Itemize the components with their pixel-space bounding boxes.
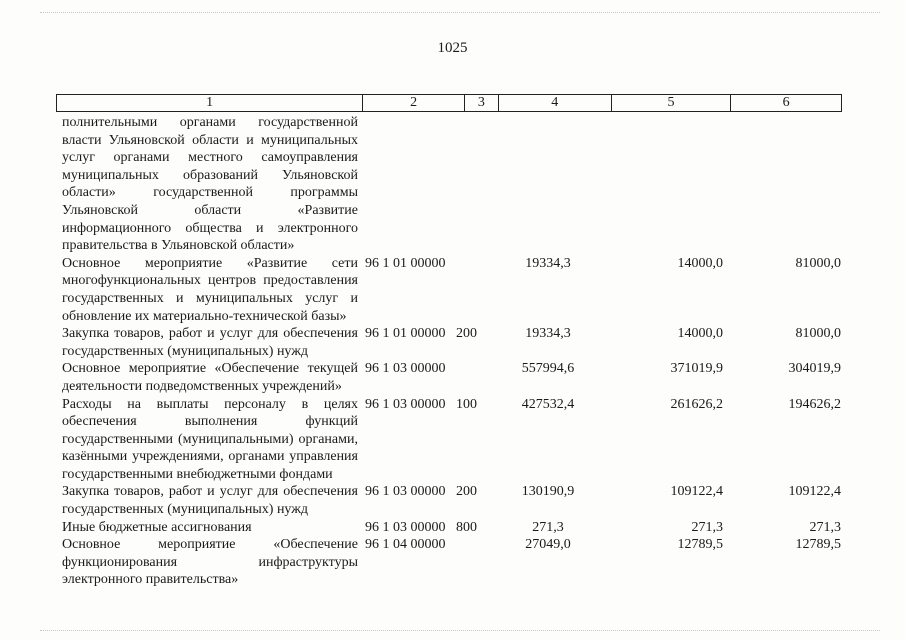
row-description: Основное мероприятие «Обеспечение функционирования инфраструктуры электронного правительства» [62,537,358,588]
row-amount-col6: 81000,0 [795,326,841,342]
table-row [62,255,842,325]
row-amount-col4 [492,114,604,255]
column-header-3: 3 [465,95,499,111]
row-amount-col4: 27049,0 [525,537,571,553]
row-amount-col6: 271,3 [809,519,841,535]
row-code: 96 1 03 00000 [365,396,446,412]
row-description: Иные бюджетные ассигнования [62,519,252,535]
row-amount-col6: 109122,4 [788,484,841,500]
row-code: 96 1 03 00000 [365,519,446,535]
row-description: Закупка товаров, работ и услуг для обеспечения государственных (муниципальных) нужд [62,326,358,359]
row-code: 96 1 01 00000 [365,326,446,342]
page-number: 1025 [437,40,468,56]
table-row [62,114,842,255]
table-header-row [56,94,842,112]
table-row [62,483,842,518]
row-amount-col4: 427532,4 [521,396,575,412]
row-code: 96 1 01 00000 [365,255,446,271]
row-code: 96 1 04 00000 [365,537,446,553]
scan-noise-bottom [40,630,880,632]
row-description: Закупка товаров, работ и услуг для обеспечения государственных (муниципальных) нужд [62,484,358,518]
row-amount-col6: 304019,9 [788,361,841,377]
scan-noise-top [40,12,880,14]
row-amount-col4: 19334,3 [525,255,571,271]
row-amount-col4: 271,3 [532,519,564,535]
table-row [62,396,842,484]
row-expense-type: 100 [456,396,477,412]
row-amount-col6 [723,114,841,255]
column-header-6: 6 [782,95,790,110]
table-row [62,325,842,360]
row-expense-type: 200 [456,326,477,342]
row-amount-col5: 261626,2 [670,396,723,412]
row-code [365,114,463,255]
row-amount-col5 [604,114,723,255]
column-header-2: 2 [363,95,465,111]
column-header-5: 5 [612,95,732,111]
row-expense-type: 800 [456,519,477,535]
row-description: Основное мероприятие «Обеспечение текущей деятельности подведомственных учреждений» [62,361,358,394]
row-amount-col6: 194626,2 [788,396,841,412]
row-description: Расходы на выплаты персоналу в целях обеспечения выполнения функций государственными (муниципальными) органами, казёнными учреждениями, органами управления государственными внебюджетными фондами [62,396,358,482]
table-row [62,519,842,537]
row-amount-col5: 14000,0 [677,326,723,342]
row-amount-col6: 12789,5 [795,537,841,553]
row-amount-col5: 271,3 [691,519,723,535]
row-code: 96 1 03 00000 [365,484,446,500]
column-header-1: 1 [57,95,363,111]
table-row [62,360,842,395]
row-amount-col4: 130190,9 [521,484,575,500]
row-code: 96 1 03 00000 [365,361,446,377]
column-header-4: 4 [499,95,612,111]
row-amount-col5: 14000,0 [677,255,723,271]
row-description: Основное мероприятие «Развитие сети многофункциональных центров предоставления государственных и муниципальных услуг и обновление их материально-технической базы» [62,255,358,324]
row-expense-type: 200 [456,484,477,500]
budget-table-body [62,114,842,589]
table-row [62,536,842,589]
row-amount-col5: 109122,4 [670,484,723,500]
row-amount-col6: 81000,0 [795,255,841,271]
row-amount-col4: 557994,6 [521,361,575,377]
row-description: полнительными органами государственной власти Ульяновской области и муниципальных услуг органами местного самоуправления муниципальных образований Ульяновской области» государственной программы Ульяновской области «Развитие информационного общества и электронного правительства в Ульяновской области» [62,115,358,254]
row-amount-col5: 371019,9 [670,361,723,377]
row-amount-col4: 19334,3 [525,326,571,342]
row-amount-col5: 12789,5 [677,537,723,553]
